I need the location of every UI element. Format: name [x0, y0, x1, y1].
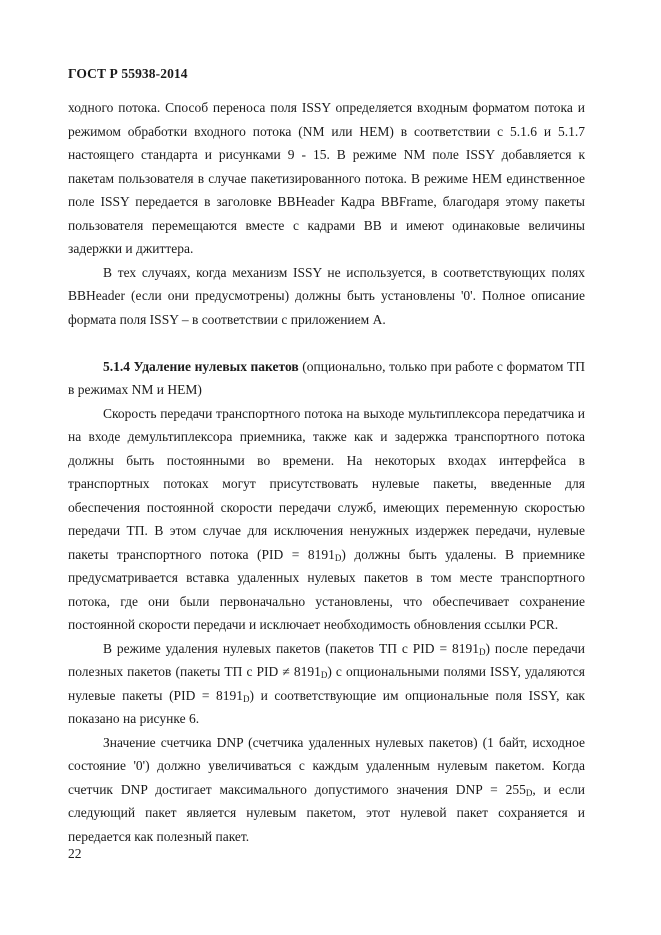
text-run: ) с опциональными полями ISSY, удаляются нулевые пакеты (PID = 8191 [68, 664, 585, 703]
text-run: ) должны быть удалены. В приемнике предусматривается вставка удаленных нулевых пакетов в том месте транспортного потока, где они были первоначально установлены, что обеспечивает сохранение постоянной скорости передачи и исключает необходимость обновления ссылки PCR. [68, 546, 585, 632]
text-run: ) после передачи полезных пакетов (пакеты ТП с PID ≠ 8191 [68, 640, 585, 679]
paragraph-dnp-counter [68, 731, 585, 849]
text-run: , и если следующий пакет является нулевым пакетом, этот нулевой пакет сохраняется и передается как полезный пакет. [68, 781, 585, 844]
text-run: ) и соответствующие им опциональные поля ISSY, как показано на рисунке 6. [68, 687, 585, 726]
text-run: Скорость передачи транспортного потока на выходе мультиплексора передатчика и на входе демультиплексора приемника, также как и задержка транспортного потока должны быть постоянными во времени. На некоторых входах интерфейса в транспортных потоках могут присутствовать нулевые пакеты, введенные для обеспечения постоянной скорости передачи служб, имеющих переменную скоростью передачи ТП. В этом случае для исключения ненужных издержек передачи, нулевые пакеты транспортного потока (PID = 8191 [68, 405, 585, 562]
paragraph-null-removal-mode [68, 637, 585, 731]
section-title: 5.1.4 Удаление нулевых пакетов [103, 358, 299, 374]
subscript-d: D [243, 693, 250, 704]
document-body [68, 96, 585, 848]
subscript-d: D [479, 646, 486, 657]
paragraph-issy-unused: В тех случаях, когда механизм ISSY не используется, в соответствующих полях BBHeader (если они предусмотрены) должны быть установлены '0'. Полное описание формата поля ISSY – в соответствии с приложением А. [68, 264, 585, 327]
section-title-rest: (опционально, только при работе с форматом ТП в режимах NM и HEM) [68, 358, 585, 397]
paragraph-continuation: ходного потока. Способ переноса поля ISSY определяется входным форматом потока и режимом обработки входного потока (NM или HEM) в соответствии с 5.1.6 и 5.1.7 настоящего стандарта и рисунками 9 - 15. В режиме NM поле ISSY добавляется к пакетам пользователя в случае пакетизированного потока. В режиме HEM единственное поле ISSY передается в заголовке BBHeader Кадра BBFrame, благодаря этому пакеты пользователя перемещаются вместе с кадрами BB и имеют одинаковые величины задержки и джиттера. [68, 100, 585, 256]
text-run: В режиме удаления нулевых пакетов (пакетов ТП с PID = 8191 [103, 640, 480, 656]
page-number: 22 [68, 846, 82, 861]
subscript-d: D [334, 552, 342, 563]
document-header: ГОСТ Р 55938-2014 [68, 66, 188, 81]
section-heading-paragraph [68, 355, 585, 402]
paragraph-ts-rate [68, 402, 585, 637]
subscript-d: D [525, 787, 533, 798]
text-run: Значение счетчика DNP (счетчика удаленных нулевых пакетов) (1 байт, исходное состояние '0') должно увеличиваться с каждым удаленным нулевым пакетом. Когда счетчик DNP достигает максимального допустимого значения DNP = 255 [68, 734, 585, 797]
subscript-d: D [320, 670, 328, 680]
